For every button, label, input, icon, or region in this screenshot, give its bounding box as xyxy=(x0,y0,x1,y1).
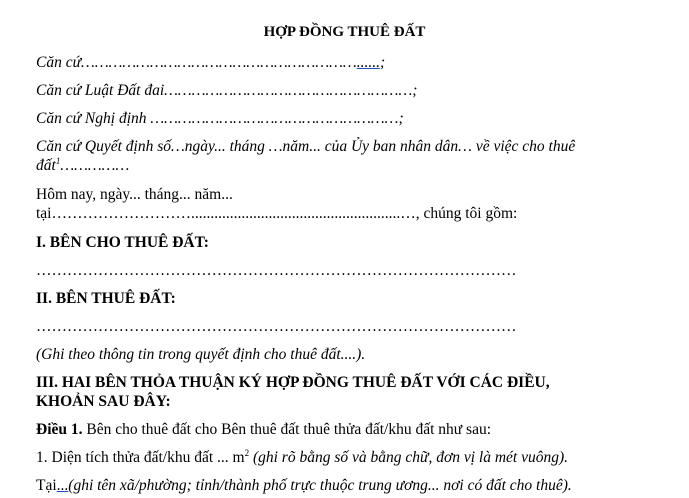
item-2-text: Tại xyxy=(36,477,57,494)
can-cu-1-end: ; xyxy=(379,54,386,71)
dieu-1-text: Bên cho thuê đất cho Bên thuê đất thuê thửa đất/khu đất như sau: xyxy=(82,421,492,438)
dieu-1-label: Điều 1. xyxy=(36,421,83,438)
item-1-text: 1. Diện tích thửa đất/khu đất ... m xyxy=(36,449,245,466)
item-2-line xyxy=(36,477,572,495)
section-3-heading-a: III. HAI BÊN THỎA THUẬN KÝ HỢP ĐỒNG THUÊ ĐẤT VỚI CÁC ĐIỀU, xyxy=(36,374,550,391)
can-cu-4b-end: …………… xyxy=(60,157,130,174)
note-line: (Ghi theo thông tin trong quyết định cho thuê đất....). xyxy=(36,346,366,363)
can-cu-line-1 xyxy=(36,54,385,72)
can-cu-line-4b xyxy=(36,157,129,175)
item-1-line xyxy=(36,449,568,467)
section-1-dots: ………………………………………………………………………………… xyxy=(36,262,517,279)
item-2-underlined: ... xyxy=(56,477,69,494)
can-cu-line-4a: Căn cứ Quyết định số…ngày... tháng …năm... của Ủy ban nhân dân… về việc cho thuê xyxy=(36,138,576,155)
section-3-heading-b: KHOẢN SAU ĐÂY: xyxy=(36,393,171,410)
item-1-sup: 2 xyxy=(244,447,250,458)
section-1-heading: I. BÊN CHO THUÊ ĐẤT: xyxy=(36,234,209,251)
item-1-note: (ghi rõ bằng số và bằng chữ, đơn vị là mét vuông). xyxy=(249,449,569,466)
footnote-marker: 1 xyxy=(55,155,61,166)
can-cu-line-3: Căn cứ Nghị định ………………………………………………; xyxy=(36,110,404,127)
document-title: HỢP ĐỒNG THUÊ ĐẤT xyxy=(263,24,426,40)
intro-line-a: Hôm nay, ngày... tháng... năm... xyxy=(36,186,233,203)
item-2-note: (ghi tên xã/phường; tỉnh/thành phố trực thuộc trung ương... nơi có đất cho thuê). xyxy=(68,477,572,494)
can-cu-4b-text: đất xyxy=(36,157,56,174)
intro-line-b: tại………………………......................................................…, chúng tôi gồm: xyxy=(36,205,518,222)
section-2-heading: II. BÊN THUÊ ĐẤT: xyxy=(36,290,176,307)
can-cu-1-text: Căn cứ…………………………………………………… xyxy=(36,54,357,71)
dieu-1-line xyxy=(36,421,491,439)
can-cu-line-2: Căn cứ Luật Đất đai………………………………………………; xyxy=(36,82,418,99)
section-2-dots: ………………………………………………………………………………… xyxy=(36,318,517,335)
can-cu-1-underlined: ...... xyxy=(356,54,380,71)
